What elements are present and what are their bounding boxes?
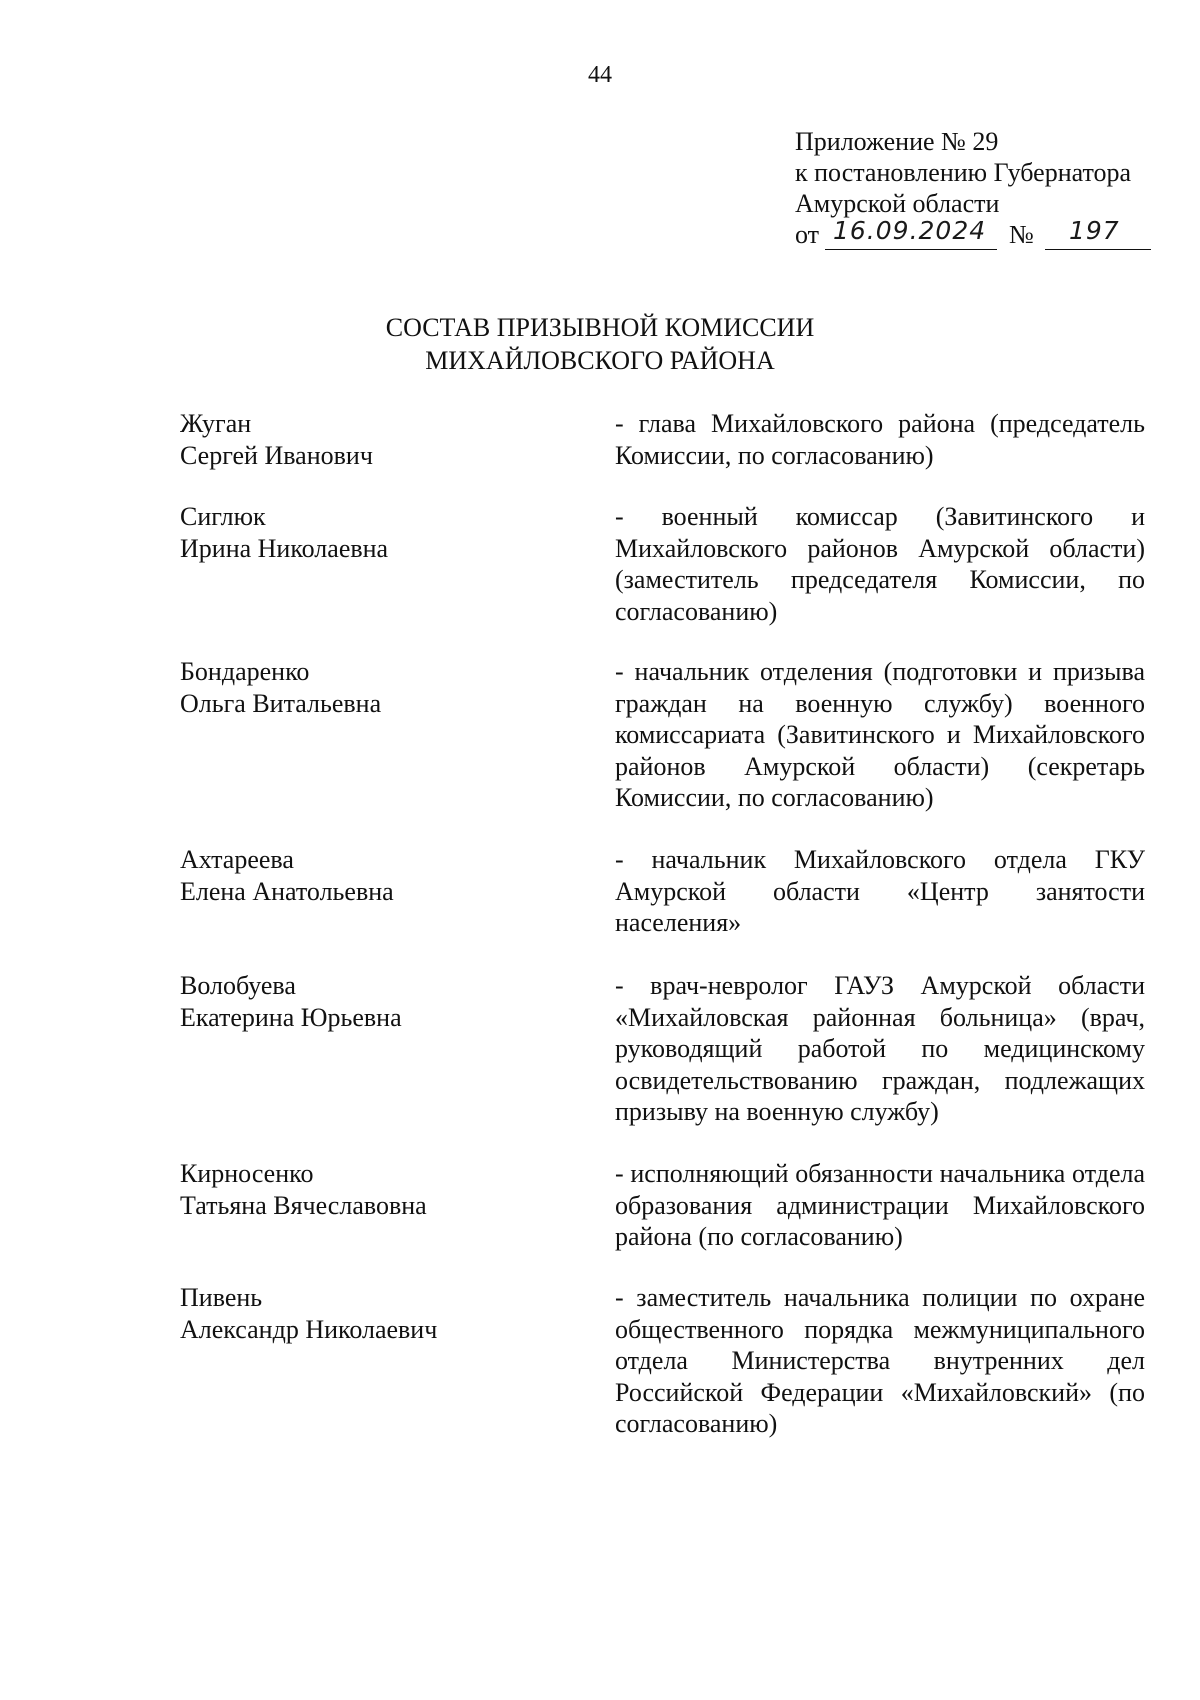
member-surname: Сиглюк bbox=[180, 502, 266, 531]
from-label: от bbox=[795, 220, 820, 249]
decree-date-number-line bbox=[795, 216, 1155, 253]
appendix-line-2: к постановлению Губернатора bbox=[795, 158, 1132, 187]
decree-date-field bbox=[825, 216, 997, 250]
member-row bbox=[180, 408, 1145, 501]
member-name bbox=[180, 844, 615, 970]
member-role: - врач-невролог ГАУЗ Амурской области «Михайловская районная больница» (врач, руководящий работой по медицинскому освидетельствованию граждан, подлежащих призыву на военную службу) bbox=[615, 971, 1145, 1126]
member-name bbox=[180, 408, 615, 501]
member-row bbox=[180, 1158, 1145, 1282]
decree-number-field bbox=[1045, 216, 1151, 250]
title-line-1: СОСТАВ ПРИЗЫВНОЙ КОМИССИИ bbox=[385, 313, 815, 342]
member-surname: Кирносенко bbox=[180, 1159, 314, 1188]
member-given-names: Елена Анатольевна bbox=[180, 876, 394, 906]
member-row bbox=[180, 501, 1145, 656]
appendix-line-1: Приложение № 29 bbox=[795, 127, 999, 156]
member-row bbox=[180, 1282, 1145, 1452]
member-row bbox=[180, 844, 1145, 970]
member-name bbox=[180, 656, 615, 844]
member-given-names: Сергей Иванович bbox=[180, 440, 373, 470]
member-surname: Жуган bbox=[180, 409, 252, 438]
member-given-names: Татьяна Вячеславовна bbox=[180, 1190, 427, 1220]
appendix-block bbox=[795, 126, 1155, 253]
member-surname: Волобуева bbox=[180, 971, 296, 1000]
member-role: - начальник Михайловского отдела ГКУ Амурской области «Центр занятости населения» bbox=[615, 845, 1145, 937]
member-surname: Бондаренко bbox=[180, 657, 310, 686]
member-name bbox=[180, 1158, 615, 1282]
member-name bbox=[180, 1282, 615, 1452]
members-list bbox=[180, 408, 1145, 1452]
title-line-2: МИХАЙЛОВСКОГО РАЙОНА bbox=[425, 346, 775, 375]
member-row bbox=[180, 656, 1145, 844]
appendix-line-3: Амурской области bbox=[795, 189, 1000, 218]
page-number: 44 bbox=[588, 62, 612, 88]
member-surname: Ахтареева bbox=[180, 845, 294, 874]
member-given-names: Екатерина Юрьевна bbox=[180, 1002, 402, 1032]
member-row bbox=[180, 970, 1145, 1158]
member-role: - начальник отделения (подготовки и призыва граждан на военную службу) военного комиссариата (Завитинского и Михайловского районов Амурской области) (секретарь Комиссии, по согласованию) bbox=[615, 657, 1145, 812]
member-role: - заместитель начальника полиции по охране общественного порядка межмуниципального отдела Министерства внутренних дел Российской Федерации «Михайловский» (по согласованию) bbox=[615, 1283, 1145, 1438]
member-name bbox=[180, 970, 615, 1158]
member-given-names: Александр Николаевич bbox=[180, 1314, 438, 1344]
decree-date-handwritten: 16.09.2024 bbox=[833, 216, 987, 245]
member-name bbox=[180, 501, 615, 656]
member-surname: Пивень bbox=[180, 1283, 263, 1312]
member-given-names: Ольга Витальевна bbox=[180, 688, 382, 718]
document-title bbox=[0, 311, 1200, 377]
member-role: - военный комиссар (Завитинского и Михайловского районов Амурской области) (заместитель председателя Комиссии, по согласованию) bbox=[615, 502, 1145, 626]
decree-number-handwritten: 197 bbox=[1069, 216, 1120, 245]
member-role: - глава Михайловского района (председатель Комиссии, по согласованию) bbox=[615, 409, 1145, 470]
number-label: № bbox=[1009, 220, 1034, 249]
member-role: - исполняющий обязанности начальника отдела образования администрации Михайловского района (по согласованию) bbox=[615, 1159, 1145, 1251]
member-given-names: Ирина Николаевна bbox=[180, 533, 389, 563]
